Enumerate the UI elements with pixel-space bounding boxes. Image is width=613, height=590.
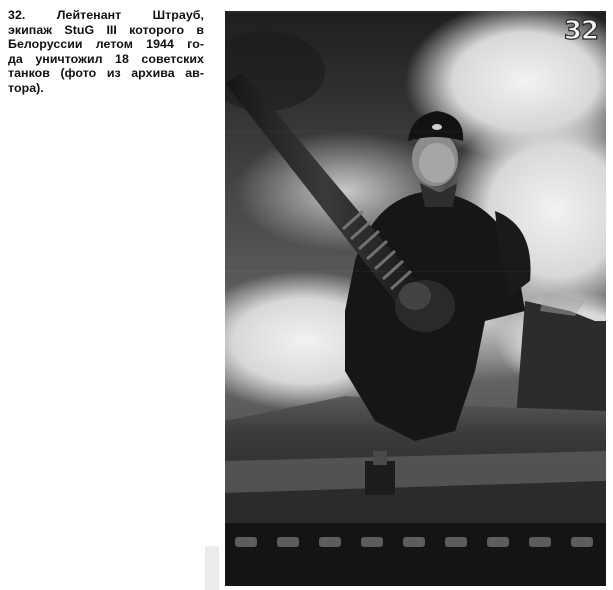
caption-line-6: тора). (8, 80, 44, 95)
caption-line-1-text: Лейтенант Штрауб, (56, 8, 204, 22)
archive-photo (225, 11, 606, 586)
photo-number-label: 32 (563, 16, 598, 46)
caption-line-1 (8, 8, 204, 23)
caption-number: 32. (8, 8, 26, 22)
photo-illustration (225, 11, 606, 586)
caption-line-2: экипаж StuG III которого в (8, 22, 204, 37)
caption-line-4: да уничтожил 18 советских (8, 51, 204, 66)
photo-caption (8, 8, 204, 96)
caption-line-3: Белоруссии летом 1944 го- (8, 37, 204, 52)
caption-line-5: танков (фото из архива ав- (8, 66, 204, 81)
page-bleed-strip (205, 546, 219, 590)
